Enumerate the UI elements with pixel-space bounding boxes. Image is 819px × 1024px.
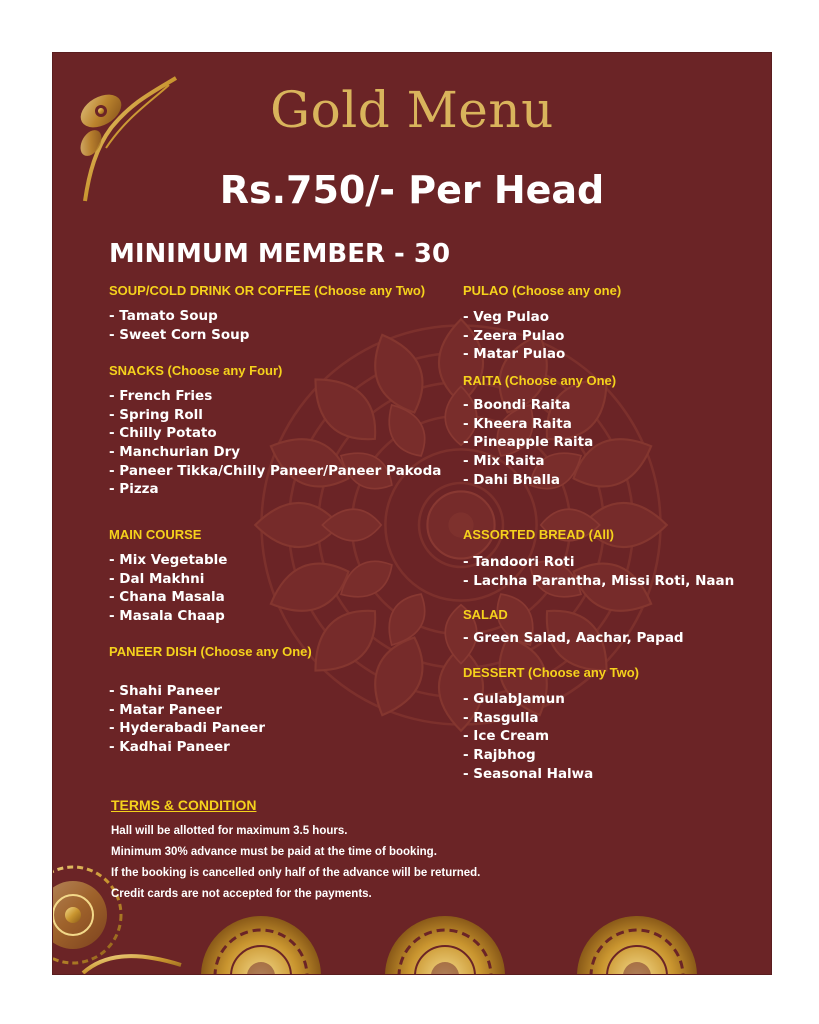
terms-item: Hall will be allotted for maximum 3.5 hours. [111, 825, 348, 837]
terms-title: TERMS & CONDITION [111, 797, 257, 813]
terms-item: Credit cards are not accepted for the payments. [111, 888, 372, 900]
list-item: - Ice Cream [463, 728, 550, 745]
list-item: - French Fries [109, 388, 213, 404]
list-bread [463, 553, 734, 590]
list-item: - Dal Makhni [109, 570, 205, 587]
menu-card [52, 52, 772, 975]
list-item: - Tandoori Roti [463, 554, 575, 570]
list-item: - Dahi Bhalla [463, 471, 560, 488]
list-item: - Tamato Soup [109, 308, 218, 324]
list-pulao [463, 308, 565, 364]
list-item: - Seasonal Halwa [463, 765, 594, 782]
section-title-salad: SALAD [463, 607, 508, 622]
list-paneer [109, 682, 265, 757]
section-title-bread: ASSORTED BREAD (All) [463, 527, 614, 542]
list-item: - Green Salad, Aachar, Papad [463, 630, 684, 646]
list-item: - Lachha Parantha, Missi Roti, Naan [463, 572, 735, 589]
terms-list [111, 821, 480, 905]
minimum-members: MINIMUM MEMBER - 30 [109, 239, 451, 269]
list-item: - Pizza [109, 481, 159, 498]
terms-item: Minimum 30% advance must be paid at the time of booking. [111, 846, 437, 858]
list-item: - Kadhai Paneer [109, 739, 230, 756]
list-item: - Veg Pulao [463, 309, 550, 325]
section-title-raita: RAITA (Choose any One) [463, 373, 617, 388]
list-item: - Zeera Pulao [463, 327, 565, 344]
list-item: - Manchurian Dry [109, 444, 241, 461]
list-soup [109, 307, 249, 344]
section-title-pulao: PULAO (Choose any one) [463, 283, 622, 298]
list-item: - Spring Roll [109, 406, 203, 423]
list-item: - Boondi Raita [463, 397, 571, 413]
list-salad [463, 629, 684, 648]
list-main-course [109, 551, 227, 626]
list-item: - Mix Vegetable [109, 552, 228, 568]
list-item: - Kheera Raita [463, 415, 572, 432]
list-item: - Masala Chaap [109, 608, 225, 625]
list-item: - Rajbhog [463, 747, 536, 764]
price-per-head: Rs.750/- Per Head [219, 168, 605, 212]
section-title-main-course: MAIN COURSE [109, 527, 202, 542]
list-item: - GulabJamun [463, 691, 565, 707]
list-item: - Matar Pulao [463, 346, 566, 363]
section-title-paneer: PANEER DISH (Choose any One) [109, 644, 312, 659]
list-item: - Sweet Corn Soup [109, 326, 250, 343]
list-item: - Mix Raita [463, 453, 545, 470]
list-item: - Matar Paneer [109, 701, 222, 718]
list-item: - Hyderabadi Paneer [109, 720, 265, 737]
list-item: - Shahi Paneer [109, 683, 220, 699]
list-item: - Rasgulla [463, 709, 539, 726]
list-item: - Chana Masala [109, 589, 225, 606]
list-raita [463, 396, 593, 489]
section-title-snacks: SNACKS (Choose any Four) [109, 363, 283, 378]
list-item: - Paneer Tikka/Chilly Paneer/Paneer Pakoda [109, 462, 442, 479]
section-title-soup: SOUP/COLD DRINK OR COFFEE (Choose any Two) [109, 283, 426, 298]
list-item: - Chilly Potato [109, 425, 217, 442]
list-dessert [463, 690, 593, 783]
list-item: - Pineapple Raita [463, 434, 594, 451]
gold-mandala-border-icon [53, 894, 771, 974]
terms-item: If the booking is cancelled only half of the advance will be returned. [111, 867, 481, 879]
section-title-dessert: DESSERT (Choose any Two) [463, 665, 639, 680]
list-snacks [109, 387, 441, 499]
menu-title: Gold Menu [270, 81, 554, 139]
